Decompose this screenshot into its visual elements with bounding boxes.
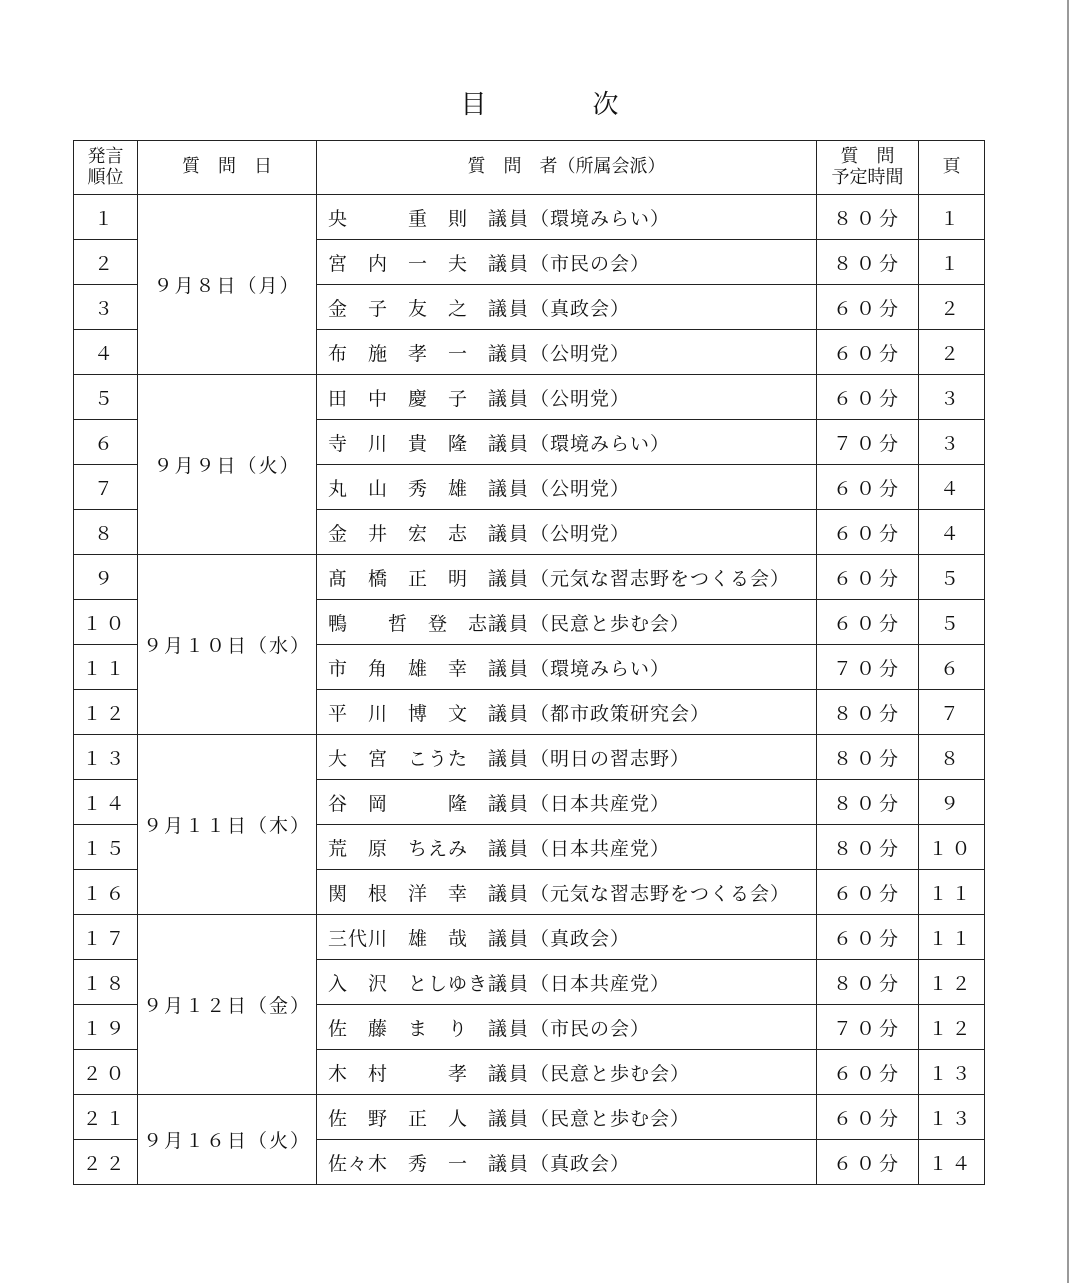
member-name: 宮 内 一 夫 <box>328 252 469 275</box>
table-row <box>74 555 985 600</box>
page-number: ４ <box>919 465 985 510</box>
table-body <box>74 195 985 1185</box>
member-name: 谷 岡 隆 <box>328 792 469 815</box>
scheduled-time: ６０分 <box>817 1050 919 1095</box>
questioner <box>317 690 817 735</box>
table-row <box>74 375 985 420</box>
member-role: 議員 <box>488 702 531 725</box>
questioner <box>317 870 817 915</box>
questioner <box>317 1140 817 1185</box>
question-date: ９月８日（月） <box>138 195 317 375</box>
member-name: 木 村 孝 <box>328 1062 469 1085</box>
member-role: 議員 <box>488 477 531 500</box>
table-row <box>74 195 985 240</box>
member-role: 議員 <box>488 387 531 410</box>
questioner <box>317 420 817 465</box>
member-role: 議員 <box>488 342 531 365</box>
questioner <box>317 780 817 825</box>
member-role: 議員 <box>488 567 531 590</box>
member-role: 議員 <box>488 207 531 230</box>
member-party: （民意と歩む会） <box>530 1107 691 1130</box>
member-party: （元気な習志野をつくる会） <box>530 567 791 590</box>
member-name: 荒 原 ちえみ <box>328 837 469 860</box>
speaking-order: １ <box>74 195 138 240</box>
questioner <box>317 195 817 240</box>
scheduled-time: ８０分 <box>817 195 919 240</box>
member-role: 議員 <box>488 837 531 860</box>
page-number: ７ <box>919 690 985 735</box>
member-name: 央 重 則 <box>328 207 469 230</box>
questioner <box>317 510 817 555</box>
scheduled-time: ８０分 <box>817 690 919 735</box>
page-number: １３ <box>919 1050 985 1095</box>
speaking-order: １３ <box>74 735 138 780</box>
page-number: １ <box>919 195 985 240</box>
questioner <box>317 735 817 780</box>
member-party: （真政会） <box>530 1152 631 1175</box>
member-party: （公明党） <box>530 477 631 500</box>
table-row <box>74 1095 985 1140</box>
member-name: 鴨 哲 登 志 <box>328 612 489 635</box>
speaking-order: ２１ <box>74 1095 138 1140</box>
page-number: １２ <box>919 960 985 1005</box>
questioner <box>317 330 817 375</box>
member-role: 議員 <box>488 612 531 635</box>
member-name: 佐々木 秀 一 <box>328 1152 469 1175</box>
page-number: １３ <box>919 1095 985 1140</box>
scheduled-time: ８０分 <box>817 735 919 780</box>
scheduled-time: ６０分 <box>817 1095 919 1140</box>
scheduled-time: ６０分 <box>817 555 919 600</box>
speaking-order: １７ <box>74 915 138 960</box>
member-party: （明日の習志野） <box>530 747 691 770</box>
header-time: 質 問 予定時間 <box>817 141 919 195</box>
member-party: （日本共産党） <box>530 837 671 860</box>
scheduled-time: ６０分 <box>817 870 919 915</box>
member-role: 議員 <box>488 432 531 455</box>
scheduled-time: ８０分 <box>817 240 919 285</box>
scheduled-time: ７０分 <box>817 420 919 465</box>
speaking-order: １９ <box>74 1005 138 1050</box>
scheduled-time: ６０分 <box>817 375 919 420</box>
questioner <box>317 375 817 420</box>
member-role: 議員 <box>488 747 531 770</box>
member-party: （環境みらい） <box>530 432 671 455</box>
table-of-contents <box>73 140 985 1185</box>
speaking-order: ８ <box>74 510 138 555</box>
page-number: ５ <box>919 600 985 645</box>
member-role: 議員 <box>488 1017 531 1040</box>
header-order: 発言 順位 <box>74 141 138 195</box>
speaking-order: ５ <box>74 375 138 420</box>
scheduled-time: ６０分 <box>817 510 919 555</box>
page-number: １０ <box>919 825 985 870</box>
scheduled-time: ６０分 <box>817 330 919 375</box>
member-name: 寺 川 貴 隆 <box>328 432 469 455</box>
questioner <box>317 1005 817 1050</box>
member-party: （公明党） <box>530 387 631 410</box>
questioner <box>317 465 817 510</box>
page-number: １１ <box>919 870 985 915</box>
questioner <box>317 240 817 285</box>
speaking-order: １１ <box>74 645 138 690</box>
member-name: 佐 野 正 人 <box>328 1107 469 1130</box>
member-role: 議員 <box>488 927 531 950</box>
questioner <box>317 1050 817 1095</box>
scheduled-time: ６０分 <box>817 465 919 510</box>
question-date: ９月１０日（水） <box>138 555 317 735</box>
speaking-order: ２０ <box>74 1050 138 1095</box>
table-row <box>74 735 985 780</box>
member-party: （真政会） <box>530 927 631 950</box>
member-party: （日本共産党） <box>530 792 671 815</box>
member-role: 議員 <box>488 792 531 815</box>
speaking-order: ７ <box>74 465 138 510</box>
member-role: 議員 <box>488 882 531 905</box>
page-number: ３ <box>919 420 985 465</box>
scheduled-time: ６０分 <box>817 285 919 330</box>
page-number: １２ <box>919 1005 985 1050</box>
member-party: （市民の会） <box>530 1017 651 1040</box>
member-role: 議員 <box>488 972 531 995</box>
member-name: 市 角 雄 幸 <box>328 657 469 680</box>
speaking-order: １０ <box>74 600 138 645</box>
header-member: 質 問 者（所属会派） <box>317 141 817 195</box>
questioner <box>317 825 817 870</box>
member-role: 議員 <box>488 657 531 680</box>
member-name: 関 根 洋 幸 <box>328 882 469 905</box>
member-name: 丸 山 秀 雄 <box>328 477 469 500</box>
page-number: １４ <box>919 1140 985 1185</box>
page-number: ３ <box>919 375 985 420</box>
scheduled-time: ８０分 <box>817 960 919 1005</box>
member-party: （環境みらい） <box>530 657 671 680</box>
member-party: （市民の会） <box>530 252 651 275</box>
scheduled-time: ６０分 <box>817 915 919 960</box>
speaking-order: ９ <box>74 555 138 600</box>
member-name: 金 井 宏 志 <box>328 522 469 545</box>
member-name: 佐 藤 ま り <box>328 1017 469 1040</box>
member-party: （民意と歩む会） <box>530 612 691 635</box>
header-date: 質 問 日 <box>138 141 317 195</box>
member-party: （民意と歩む会） <box>530 1062 691 1085</box>
member-name: 金 子 友 之 <box>328 297 469 320</box>
speaking-order: ２２ <box>74 1140 138 1185</box>
member-name: 大 宮 こうた <box>328 747 469 770</box>
questioner <box>317 960 817 1005</box>
question-date: ９月１１日（木） <box>138 735 317 915</box>
member-role: 議員 <box>488 1062 531 1085</box>
member-party: （真政会） <box>530 297 631 320</box>
table-header <box>74 141 985 195</box>
member-party: （元気な習志野をつくる会） <box>530 882 791 905</box>
header-page: 頁 <box>919 141 985 195</box>
questioner <box>317 600 817 645</box>
member-role: 議員 <box>488 522 531 545</box>
questioner <box>317 285 817 330</box>
speaking-order: １６ <box>74 870 138 915</box>
scheduled-time: ６０分 <box>817 600 919 645</box>
page-number: ６ <box>919 645 985 690</box>
member-party: （都市政策研究会） <box>530 702 711 725</box>
member-name: 田 中 慶 子 <box>328 387 469 410</box>
questioner <box>317 915 817 960</box>
page-number: ２ <box>919 285 985 330</box>
member-role: 議員 <box>488 1152 531 1175</box>
member-party: （日本共産党） <box>530 972 671 995</box>
question-date: ９月９日（火） <box>138 375 317 555</box>
page-title: 目 次 <box>460 90 659 120</box>
scheduled-time: ６０分 <box>817 1140 919 1185</box>
speaking-order: ４ <box>74 330 138 375</box>
page-number: １ <box>919 240 985 285</box>
member-party: （公明党） <box>530 342 631 365</box>
member-role: 議員 <box>488 1107 531 1130</box>
page-number: ８ <box>919 735 985 780</box>
member-name: 布 施 孝 一 <box>328 342 469 365</box>
member-party: （公明党） <box>530 522 631 545</box>
page-number: １１ <box>919 915 985 960</box>
member-name: 平 川 博 文 <box>328 702 469 725</box>
speaking-order: １４ <box>74 780 138 825</box>
speaking-order: １５ <box>74 825 138 870</box>
table-row <box>74 915 985 960</box>
speaking-order: １２ <box>74 690 138 735</box>
member-role: 議員 <box>488 297 531 320</box>
member-name: 入 沢 としゆき <box>328 972 489 995</box>
scheduled-time: ７０分 <box>817 645 919 690</box>
member-name: 髙 橋 正 明 <box>328 567 469 590</box>
scheduled-time: ８０分 <box>817 780 919 825</box>
speaking-order: ６ <box>74 420 138 465</box>
speaking-order: １８ <box>74 960 138 1005</box>
questioner <box>317 645 817 690</box>
question-date: ９月１２日（金） <box>138 915 317 1095</box>
page-edge-rule <box>1067 0 1069 1283</box>
member-name: 三代川 雄 哉 <box>328 927 469 950</box>
questioner <box>317 555 817 600</box>
page-number: ９ <box>919 780 985 825</box>
page-number: ５ <box>919 555 985 600</box>
questioner <box>317 1095 817 1140</box>
question-date: ９月１６日（火） <box>138 1095 317 1185</box>
scheduled-time: ７０分 <box>817 1005 919 1050</box>
scheduled-time: ８０分 <box>817 825 919 870</box>
page-number: ４ <box>919 510 985 555</box>
member-party: （環境みらい） <box>530 207 671 230</box>
speaking-order: ２ <box>74 240 138 285</box>
page-number: ２ <box>919 330 985 375</box>
speaking-order: ３ <box>74 285 138 330</box>
member-role: 議員 <box>488 252 531 275</box>
